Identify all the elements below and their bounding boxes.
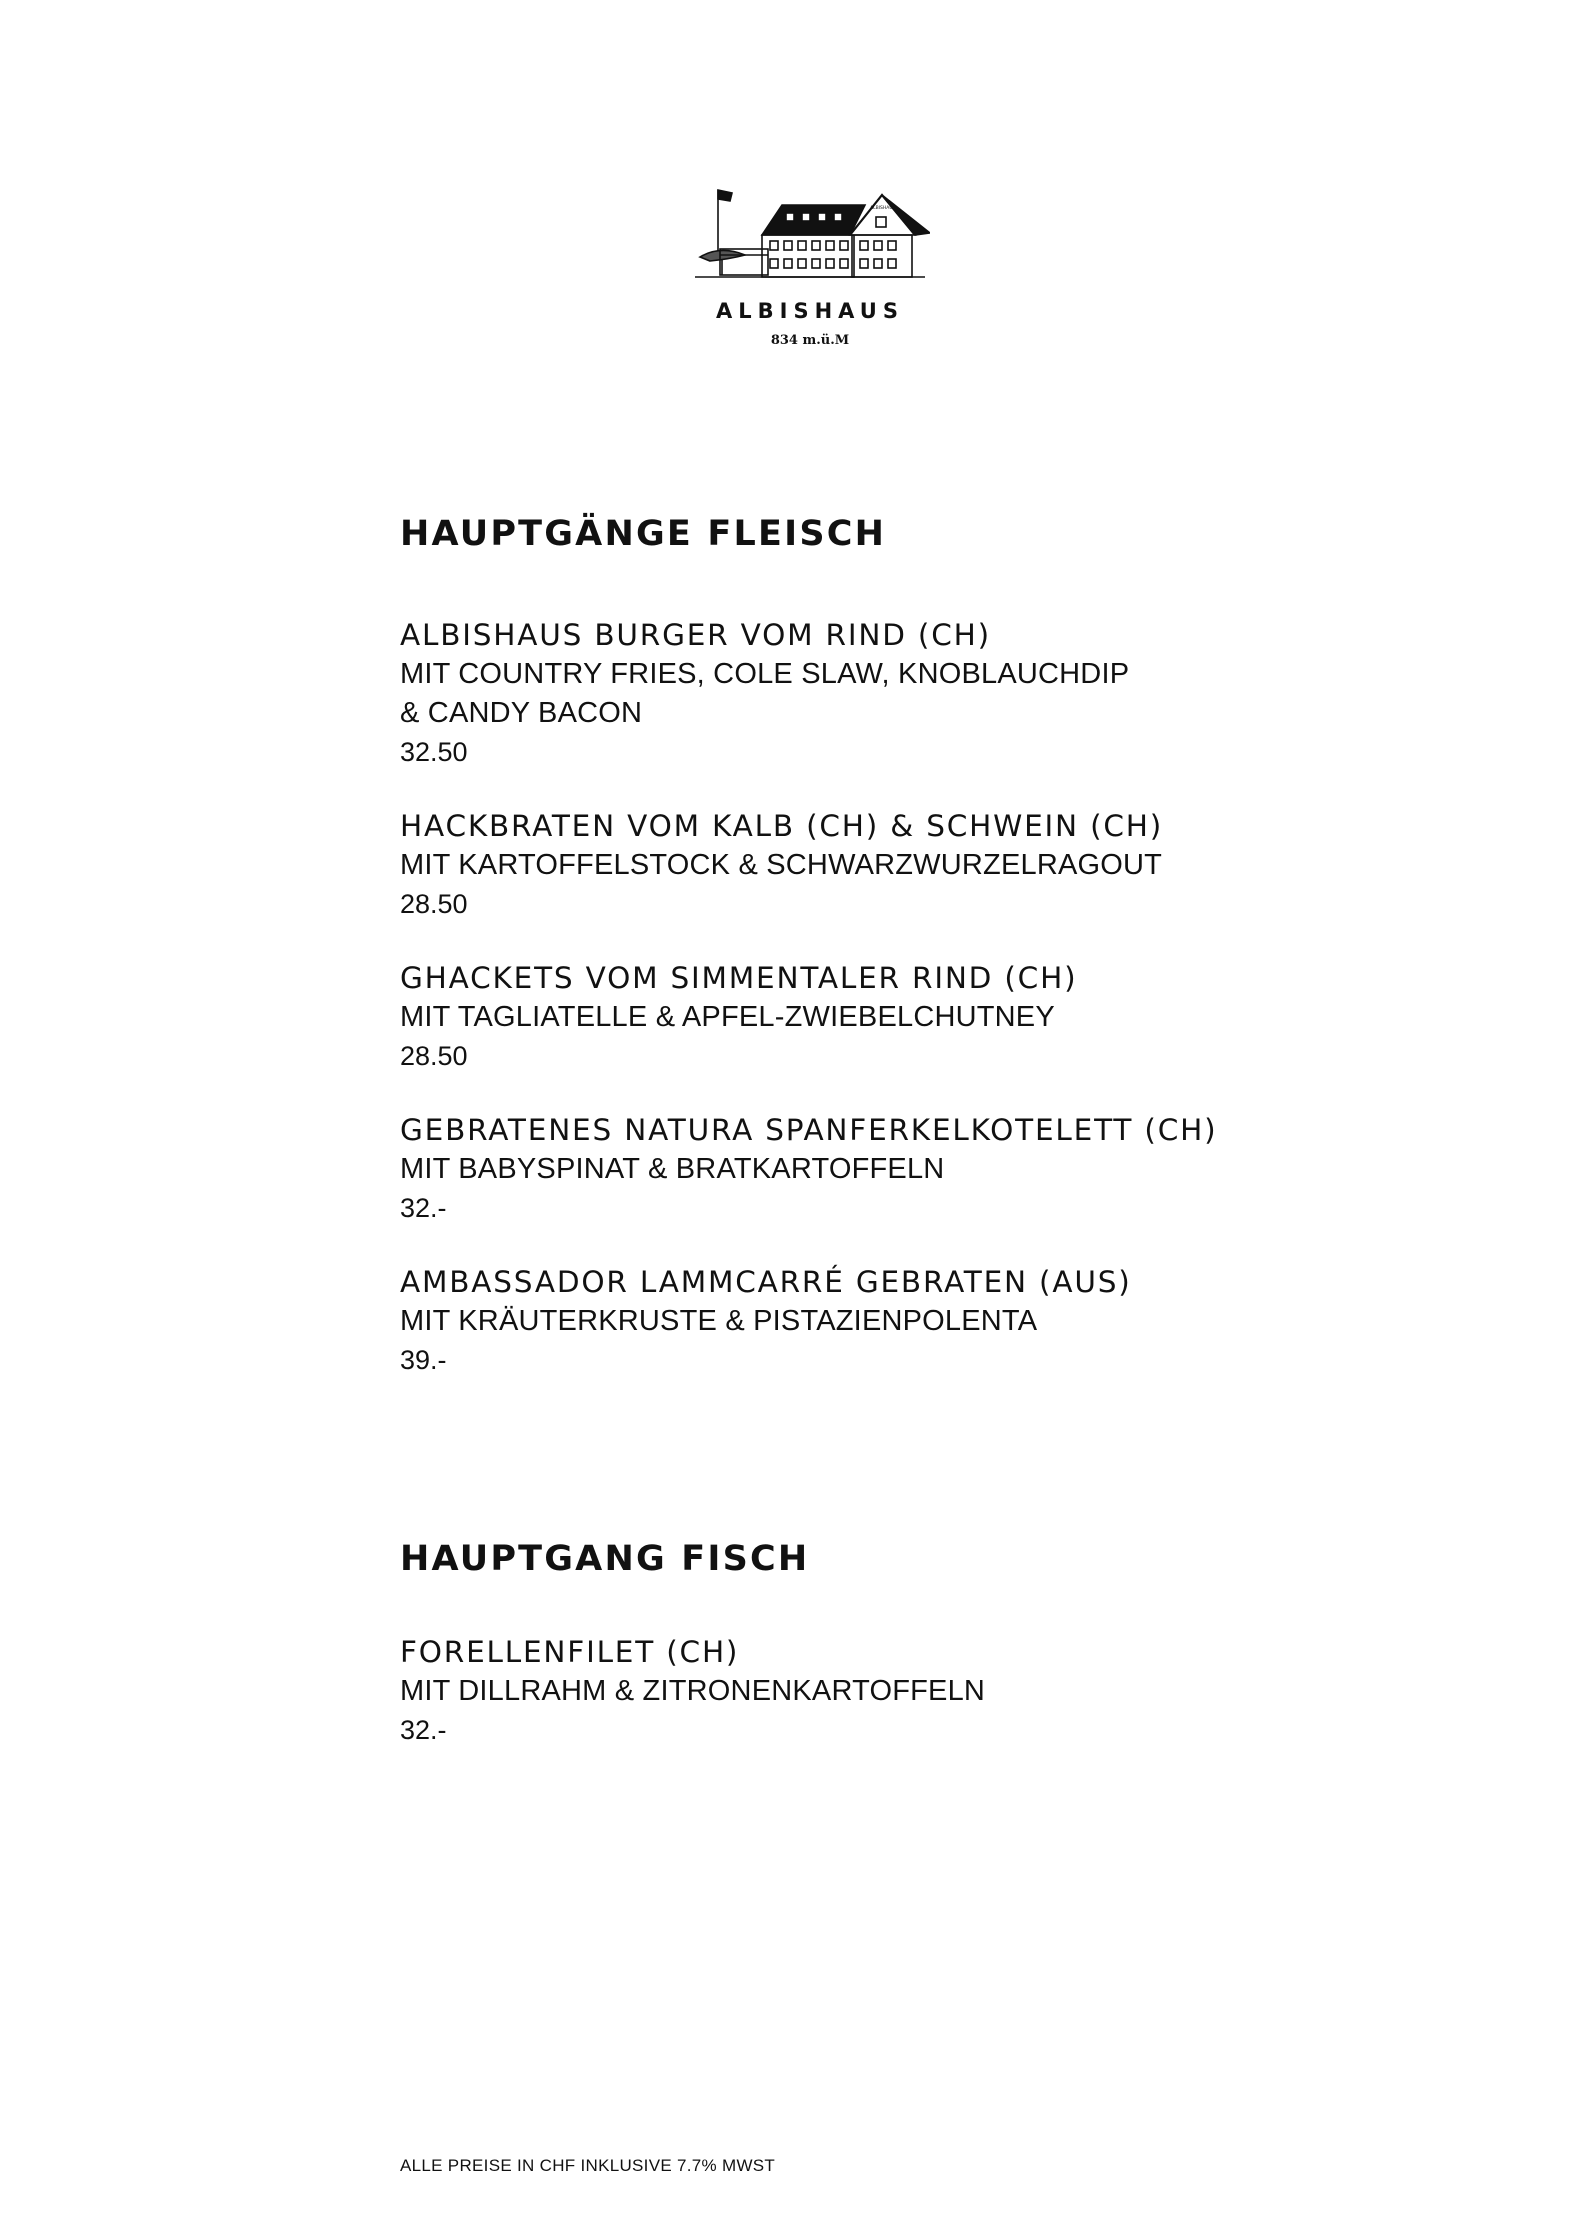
item-name: GEBRATENES NATURA SPANFERKELKOTELETT (CH)	[400, 1113, 1218, 1147]
price-footnote: ALLE PREISE IN CHF INKLUSIVE 7.7% MWST	[400, 2156, 776, 2175]
menu-item	[400, 1633, 1400, 1750]
item-description: MIT COUNTRY FRIES, COLE SLAW, KNOBLAUCHDIP	[400, 658, 1130, 690]
item-price: 32.-	[400, 1715, 447, 1745]
logo-altitude: 834 m.ü.M	[770, 333, 850, 348]
item-name: AMBASSADOR LAMMCARRÉ GEBRATEN (AUS)	[400, 1265, 1132, 1299]
menu-item	[400, 1111, 1400, 1228]
item-description: & CANDY BACON	[400, 697, 643, 729]
item-price: 28.50	[400, 889, 468, 919]
item-price: 32.50	[400, 737, 468, 767]
logo-name: ALBISHAUS	[716, 299, 904, 323]
section-title: HAUPTGÄNGE FLEISCH	[400, 514, 887, 554]
menu-section-meat	[400, 510, 1400, 1415]
house-illustration-icon	[690, 175, 930, 285]
item-description: MIT KRÄUTERKRUSTE & PISTAZIENPOLENTA	[400, 1305, 1038, 1337]
albishaus-logo	[680, 175, 940, 365]
menu-item	[400, 616, 1400, 772]
item-price: 28.50	[400, 1041, 468, 1071]
item-description: MIT DILLRAHM & ZITRONENKARTOFFELN	[400, 1675, 986, 1707]
menu-section-fish	[400, 1535, 1400, 1785]
item-price: 32.-	[400, 1193, 447, 1223]
menu-item	[400, 807, 1400, 924]
logo-sign-text: ALBISHAUS	[870, 206, 896, 211]
menu-item	[400, 1263, 1400, 1380]
item-name: FORELLENFILET (CH)	[400, 1635, 740, 1669]
item-name: HACKBRATEN VOM KALB (CH) & SCHWEIN (CH)	[400, 809, 1164, 843]
item-description: MIT KARTOFFELSTOCK & SCHWARZWURZELRAGOUT	[400, 849, 1163, 881]
section-title: HAUPTGANG FISCH	[400, 1539, 810, 1579]
item-name: ALBISHAUS BURGER VOM RIND (CH)	[400, 618, 991, 652]
item-description: MIT BABYSPINAT & BRATKARTOFFELN	[400, 1153, 945, 1185]
item-name: GHACKETS VOM SIMMENTALER RIND (CH)	[400, 961, 1078, 995]
item-description: MIT TAGLIATELLE & APFEL-ZWIEBELCHUTNEY	[400, 1001, 1055, 1033]
item-price: 39.-	[400, 1345, 447, 1375]
menu-item	[400, 959, 1400, 1076]
